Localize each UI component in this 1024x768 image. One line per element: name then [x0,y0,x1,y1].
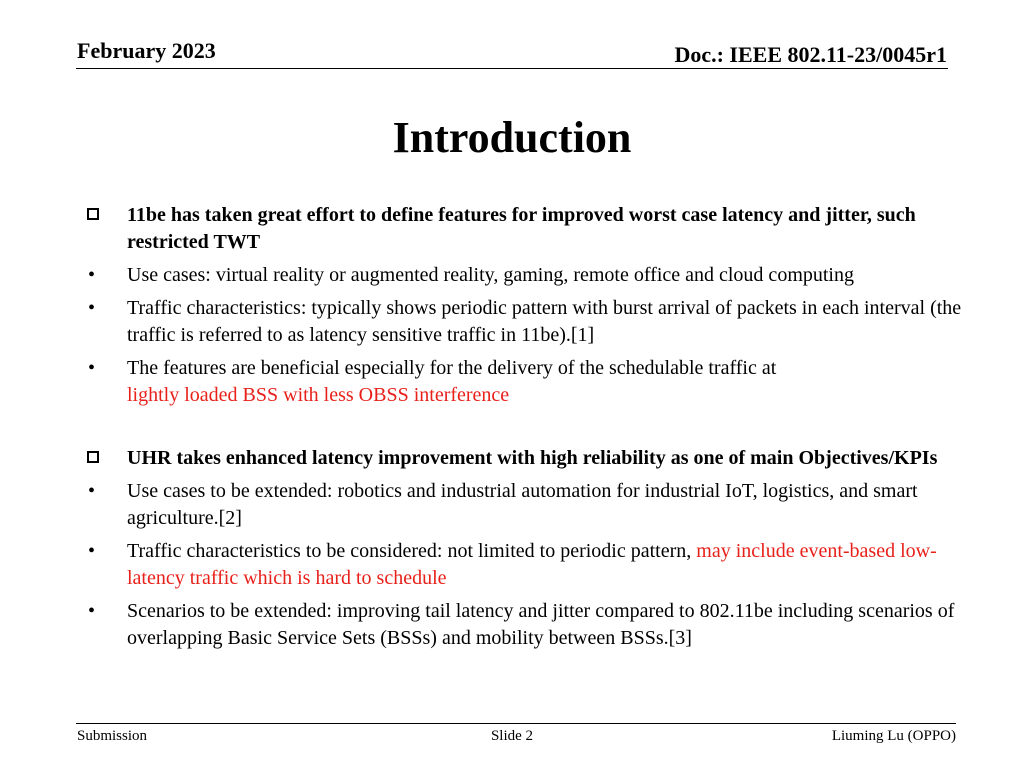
section-heading-text: UHR takes enhanced latency improvement with high reliability as one of main Objectives/KPIs [127,447,938,469]
list-item-highlight: may include event-based low-latency traffic which is hard to schedule [127,540,937,589]
list-item [85,538,975,592]
bullet-dot-icon: • [88,480,96,502]
bullet-dot-icon: • [88,540,96,562]
header-doc-id: Doc.: IEEE 802.11-23/0045r1 [674,42,947,67]
list-item-text: Use cases to be extended: robotics and industrial automation for industrial IoT, logistics, and smart agriculture.[2] [127,480,918,529]
header-date: February 2023 [77,38,216,63]
section-heading [85,202,975,256]
footer-author: Liuming Lu (OPPO) [831,728,956,744]
bullet-dot-icon: • [88,297,96,319]
bullet-dot-icon: • [88,357,96,379]
list-item [85,598,975,652]
header-divider [76,68,948,69]
slide-title: Introduction [392,113,632,162]
list-item-text: The features are beneficial especially for the delivery of the schedulable traffic at [127,357,777,379]
list-item [85,355,975,409]
bullet-dot-icon: • [88,600,96,622]
footer-divider [76,723,956,724]
list-item-text: Use cases: virtual reality or augmented reality, gaming, remote office and cloud computing [127,264,854,286]
hollow-square-icon [87,451,99,463]
list-item-text: Traffic characteristics: typically shows periodic pattern with burst arrival of packets in each interval (the traffic is referred to as latency sensitive traffic in 11be).[1] [127,297,962,346]
list-item-text: Traffic characteristics to be considered: not limited to periodic pattern, [127,540,692,562]
section-heading [85,445,975,472]
footer-slide-number: Slide 2 [490,728,534,744]
list-item-highlight: lightly loaded BSS with less OBSS interference [127,384,510,406]
list-item [85,295,975,349]
slide-body [85,202,975,658]
footer-submission: Submission [77,728,148,744]
list-item [85,478,975,532]
list-item-text: Scenarios to be extended: improving tail latency and jitter compared to 802.11be including scenarios of overlapping Basic Service Sets (BSSs) and mobility between BSSs.[3] [127,600,955,649]
list-item [85,262,975,289]
hollow-square-icon [87,208,99,220]
section-heading-text: 11be has taken great effort to define features for improved worst case latency and jitter, such restricted TWT [127,204,916,253]
bullet-dot-icon: • [88,264,96,286]
